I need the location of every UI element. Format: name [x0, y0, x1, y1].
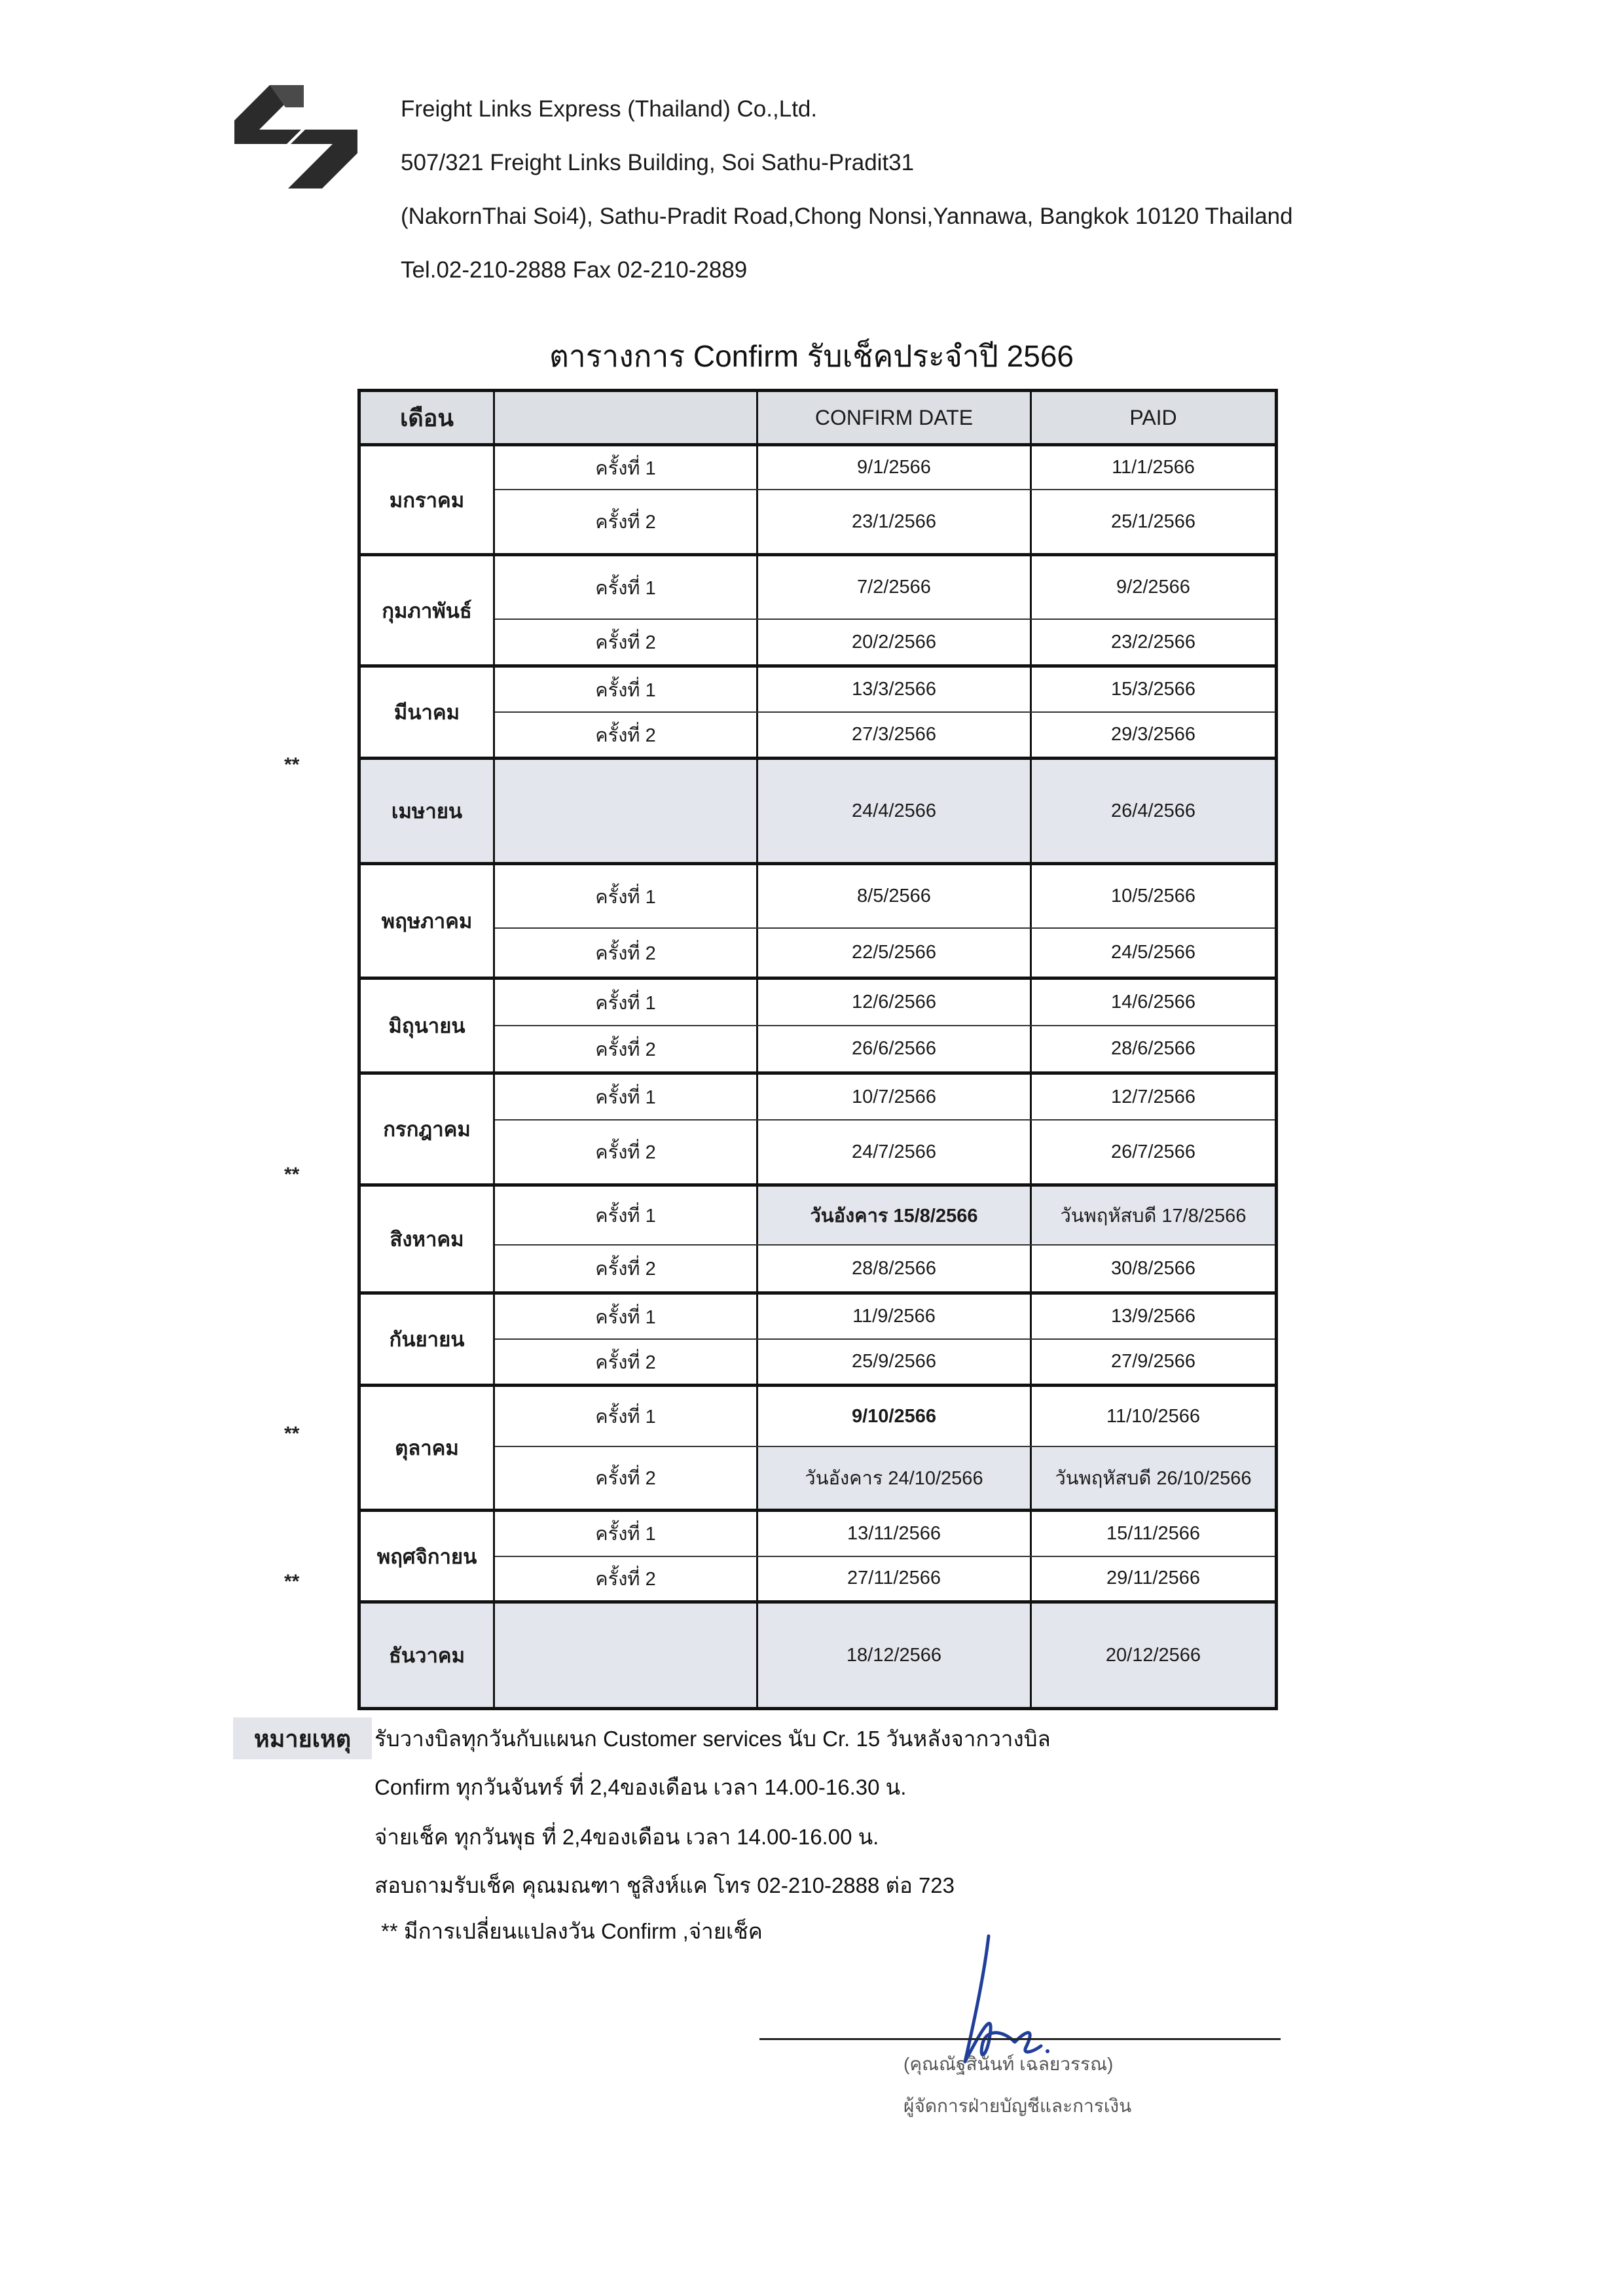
- paid-date: วันพฤหัสบดี 26/10/2566: [1032, 1447, 1275, 1509]
- confirm-date: 23/1/2566: [758, 490, 1032, 553]
- paid-date: วันพฤหัสบดี 17/8/2566: [1032, 1187, 1275, 1244]
- confirm-date: 7/2/2566: [758, 556, 1032, 619]
- paid-date: 15/11/2566: [1106, 1522, 1200, 1544]
- note-label: หมายเหตุ: [233, 1717, 372, 1759]
- month-name: มิถุนายน: [361, 980, 495, 1071]
- confirm-date: 26/6/2566: [758, 1026, 1032, 1071]
- confirm-date: 28/8/2566: [758, 1246, 1032, 1291]
- round-label: ครั้งที่ 2: [495, 1246, 758, 1291]
- change-marker-december: **: [284, 1571, 300, 1592]
- document-title: ตารางการ Confirm รับเช็คประจำปี 2566: [549, 339, 1074, 373]
- month-row-november: [361, 1512, 1275, 1604]
- month-name: กรกฎาคม: [361, 1075, 495, 1183]
- month-name: ตุลาคม: [361, 1387, 495, 1509]
- change-marker-october: **: [284, 1423, 300, 1444]
- confirm-date: 22/5/2566: [758, 929, 1032, 977]
- confirm-date: วันอังคาร 24/10/2566: [758, 1447, 1032, 1509]
- diamond-logo-icon: [230, 81, 361, 192]
- round-label: [495, 760, 758, 862]
- round-label: ครั้งที่ 1: [495, 556, 758, 619]
- month-row-january: [361, 446, 1275, 556]
- month-row-october: [361, 1387, 1275, 1512]
- confirm-date: 20/2/2566: [758, 620, 1032, 664]
- header-confirm-date: CONFIRM DATE: [758, 392, 1032, 443]
- round-label: ครั้งที่ 2: [495, 929, 758, 977]
- paid-date: 14/6/2566: [1110, 992, 1195, 1013]
- company-address-2: (NakornThai Soi4), Sathu-Pradit Road,Chong Nonsi,Yannawa, Bangkok 10120 Thailand: [401, 204, 1293, 229]
- note-footnote: ** มีการเปลี่ยนแปลงวัน Confirm ,จ่ายเช็ค: [381, 1919, 763, 1943]
- month-name: มกราคม: [361, 446, 495, 553]
- month-name: เมษายน: [361, 760, 495, 862]
- paid-date: 12/7/2566: [1110, 1086, 1195, 1107]
- month-row-april: [361, 760, 1275, 865]
- round-label: ครั้งที่ 2: [495, 490, 758, 553]
- month-row-december: [361, 1604, 1275, 1707]
- confirm-date: 11/9/2566: [758, 1295, 1032, 1338]
- paid-date: 27/9/2566: [1110, 1351, 1195, 1372]
- round-label: ครั้งที่ 2: [495, 620, 758, 664]
- round-label: ครั้งที่ 1: [495, 1387, 758, 1446]
- paid-date: 24/5/2566: [1110, 942, 1195, 963]
- note-line-2: Confirm ทุกวันจันทร์ ที่ 2,4ของเดือน เวลา 14.00-16.30 น.: [374, 1775, 907, 1799]
- round-label: ครั้งที่ 1: [495, 446, 758, 489]
- signatory-name: (คุณณัฐสินันท์ เฉลยวรรณ): [903, 2054, 1114, 2074]
- confirm-date: 27/11/2566: [758, 1557, 1032, 1601]
- round-label: ครั้งที่ 2: [495, 1121, 758, 1183]
- month-name: กันยายน: [361, 1295, 495, 1384]
- table-header: [361, 392, 1275, 446]
- month-name: ธันวาคม: [361, 1604, 495, 1707]
- header-month: เดือน: [361, 392, 495, 443]
- confirm-date: 10/7/2566: [758, 1075, 1032, 1119]
- confirm-date: 24/7/2566: [758, 1121, 1032, 1183]
- month-row-may: [361, 865, 1275, 980]
- month-row-february: [361, 556, 1275, 668]
- note-line-4: สอบถามรับเช็ค คุณมณฑา ชูสิงห์แค โทร 02-210-2888 ต่อ 723: [374, 1873, 955, 1897]
- paid-date: 11/10/2566: [1106, 1405, 1200, 1427]
- paid-date: 30/8/2566: [1110, 1257, 1195, 1279]
- paid-date: 25/1/2566: [1110, 511, 1195, 532]
- confirm-date: 9/10/2566: [758, 1387, 1032, 1446]
- round-label: ครั้งที่ 2: [495, 713, 758, 757]
- paid-date: 20/12/2566: [1105, 1644, 1201, 1666]
- signatory-position: ผู้จัดการฝ่ายบัญชีและการเงิน: [903, 2096, 1132, 2116]
- round-label: ครั้งที่ 2: [495, 1340, 758, 1384]
- paid-date: 26/7/2566: [1110, 1141, 1195, 1162]
- month-name: สิงหาคม: [361, 1187, 495, 1291]
- round-label: ครั้งที่ 2: [495, 1557, 758, 1601]
- confirm-date: วันอังคาร 15/8/2566: [758, 1187, 1032, 1244]
- confirm-date: 24/4/2566: [758, 760, 1032, 862]
- month-name: กุมภาพันธ์: [361, 556, 495, 664]
- confirm-date: 12/6/2566: [758, 980, 1032, 1025]
- paid-date: 29/11/2566: [1106, 1568, 1200, 1589]
- round-label: ครั้งที่ 1: [495, 980, 758, 1025]
- paid-date: 15/3/2566: [1110, 679, 1195, 700]
- confirm-date: 8/5/2566: [758, 865, 1032, 927]
- schedule-table: [357, 389, 1278, 1710]
- header-paid: PAID: [1129, 405, 1177, 429]
- company-address-1: 507/321 Freight Links Building, Soi Sathu-Pradit31: [401, 150, 915, 175]
- note-line-3: จ่ายเช็ค ทุกวันพุธ ที่ 2,4ของเดือน เวลา 14.00-16.00 น.: [374, 1825, 879, 1849]
- confirm-date: 27/3/2566: [758, 713, 1032, 757]
- change-marker-april: **: [284, 754, 300, 776]
- company-info: [401, 82, 1293, 297]
- signature-line: [759, 2038, 1281, 2040]
- header-round: [495, 392, 758, 443]
- round-label: ครั้งที่ 1: [495, 1075, 758, 1119]
- round-label: [495, 1604, 758, 1707]
- confirm-date: 18/12/2566: [758, 1604, 1032, 1707]
- paid-date: 10/5/2566: [1110, 886, 1195, 906]
- paid-date: 28/6/2566: [1110, 1038, 1195, 1059]
- confirm-date: 25/9/2566: [758, 1340, 1032, 1384]
- month-row-july: [361, 1075, 1275, 1187]
- paid-date: 26/4/2566: [1110, 800, 1195, 821]
- confirm-date: 13/3/2566: [758, 668, 1032, 711]
- note-line-1: รับวางบิลทุกวันกับแผนก Customer services นับ Cr. 15 วันหลังจากวางบิล: [374, 1727, 1051, 1751]
- round-label: ครั้งที่ 1: [495, 1512, 758, 1556]
- round-label: ครั้งที่ 1: [495, 668, 758, 711]
- company-contact: Tel.02-210-2888 Fax 02-210-2889: [401, 257, 748, 283]
- month-name: พฤษภาคม: [361, 865, 495, 977]
- month-row-march: [361, 668, 1275, 760]
- month-row-september: [361, 1295, 1275, 1387]
- confirm-date: 13/11/2566: [758, 1512, 1032, 1556]
- round-label: ครั้งที่ 2: [495, 1447, 758, 1509]
- month-name: พฤศจิกายน: [361, 1512, 495, 1600]
- month-row-august: [361, 1187, 1275, 1295]
- month-row-june: [361, 980, 1275, 1075]
- month-name: มีนาคม: [361, 668, 495, 757]
- paid-date: 13/9/2566: [1110, 1306, 1195, 1327]
- round-label: ครั้งที่ 1: [495, 1187, 758, 1244]
- paid-date: 9/2/2566: [1116, 577, 1190, 598]
- paid-date: 29/3/2566: [1110, 724, 1195, 745]
- round-label: ครั้งที่ 1: [495, 1295, 758, 1338]
- round-label: ครั้งที่ 1: [495, 865, 758, 927]
- round-label: ครั้งที่ 2: [495, 1026, 758, 1071]
- confirm-date: 9/1/2566: [758, 446, 1032, 489]
- paid-date: 23/2/2566: [1110, 631, 1195, 653]
- company-name: Freight Links Express (Thailand) Co.,Ltd.: [401, 96, 818, 122]
- paid-date: 11/1/2566: [1112, 457, 1195, 478]
- change-marker-august: **: [284, 1164, 300, 1185]
